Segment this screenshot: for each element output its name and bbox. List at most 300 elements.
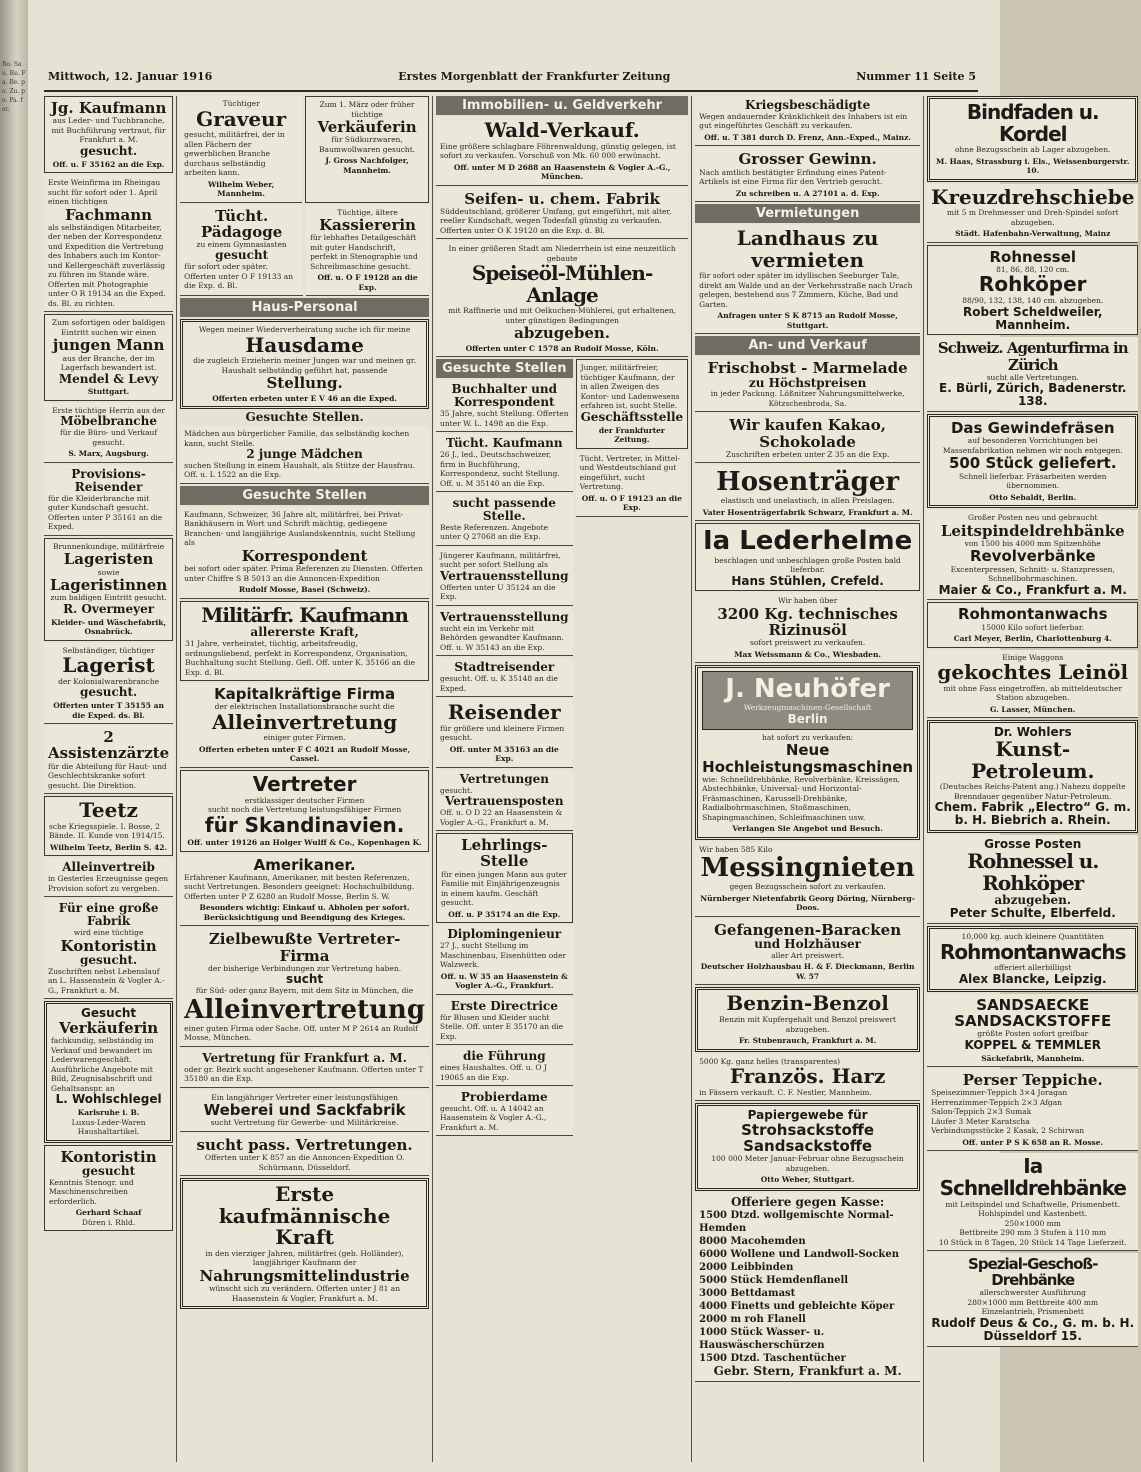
ad-city: Düren i. Rhld. [81,1217,136,1227]
ad-firm: G. Lasser, München. [990,704,1076,714]
ad-lagerist [44,643,173,725]
ad-headline-2: Kunst-Petroleum. [971,737,1095,783]
ad-subhead: zu Höchstpreisen [748,375,867,390]
ad-text: aller Art preiswert. [771,950,845,960]
ad-text: für die Kleiderbranche mit guter Kundschaft gesucht. Offerten unter P 35161 an die Exped. [48,493,163,532]
masthead-page: Nummer 11 Seite 5 [856,70,976,83]
ad-text: in Fässern verkauft. C. F. Nestler, Mannheim. [699,1087,872,1097]
list-item: Speisezimmer-Teppich 3×4 Joragan [931,1088,1068,1098]
ad-text: für Blusen und Kleider sucht Stelle. Off. unter E 35170 an die Exp. [440,1012,564,1041]
ad-text: 35 Jahre, sucht Stellung. Offerten unter W. L. 1498 an die Exp. [440,409,569,428]
ad-benzin-benzol [695,987,920,1051]
ad-speiseoel-muehle [436,241,688,357]
ad-seifen-fabrik [436,188,688,240]
ad-headline: jungen Mann [52,336,165,355]
ad-footer: Off. u. F 35162 an die Exp. [52,159,165,169]
ad-headline: Vertretungen [459,771,549,786]
ad-leitspindeldrehbaenke [927,510,1138,600]
ad-text: für sofort oder später. Offerten unter O F 19133 an die Exp. d. Bl. [184,262,294,291]
column-4 [695,96,924,1462]
ad-rohmontanwachs-1 [927,602,1138,647]
ad-sandsaecke [927,994,1138,1067]
ad-text: Wir haben 585 Kilo [699,844,773,854]
list-item: Herrenzimmer-Teppich 2×3 Afgan [931,1097,1063,1107]
ad-text: wie: Schnelldrehbänke, Revolverbänke, Kreissägen, Abstechbänke, Universal- und Horizontal-Fräsmaschinen, Karussell-Drehbänke, Radialbohrmaschinen, Stoßmaschinen, Shapingmaschinen, Schleifmaschinen usw. [702,774,901,822]
ad-pass-vertretungen [180,1134,429,1176]
ad-headline-2: Strohsackstoffe [741,1121,875,1140]
ad-footer: Off. unter M 35163 an die Exp. [449,744,559,764]
ad-text: Off. u. O D 22 an Haasenstein & Vogler A.-G., Frankfurt a. M. [440,808,563,827]
ad-text: der bisherige Verbindungen zur Vertretung haben. [208,963,402,973]
ad-headline-2: 500 Stück geliefert. [948,454,1117,473]
ad-text: oder gr. Bezirk sucht angesehener Kaufmann. Offerten unter T 35180 an die Exp. [184,1064,424,1084]
ad-subhead: abzugeben. [994,893,1072,908]
ad-headline: Wald-Verkauf. [484,118,640,142]
ad-headline: Hosenträger [716,467,900,498]
ad-subhead: gesucht. [79,952,138,967]
ad-firm: S. Marx, Augsburg. [68,449,149,459]
ad-headline: Kapitalkräftige Firma [214,685,396,704]
list-item: Verbindungsstücke 2 Kasak, 2 Schirwan [931,1126,1085,1136]
ad-text: Benzin mit Kupfergehalt und Benzol preiswert abzugeben. [719,1015,897,1034]
ad-headline: Spezial-Geschoß-Drehbänke [968,1255,1098,1290]
ad-text: suchen Stellung in einem Haushalt, als Stütze der Hausfrau. Off. u. L 1522 an die Exp. [184,460,415,480]
ad-lageristen [44,538,173,641]
ad-headline-2: Verkäuferin [58,1019,159,1038]
ad-firm: Fr. Stubenrauch, Frankfurt a. M. [738,1036,877,1046]
list-item: 1000 Stück Wasser- u. Hauswäscherschürzen [699,1326,825,1351]
ad-headline-2: sucht [286,972,324,987]
ad-headline: Schweiz. Agenturfirma in Zürich [937,339,1128,374]
ad-text: gegen Bezugsschein sofort zu verkaufen. [729,882,886,892]
ad-alleinvertretung [180,683,429,768]
ad-agenturfirma [927,337,1138,412]
ad-headline: Rohmontanwachs [957,605,1108,624]
ad-text: gesucht. [440,785,473,795]
list-item: Läufer 3 Meter Karatscha [931,1116,1030,1126]
list-item: 10 Stück in 8 Tagen, 20 Stück 14 Tage Lieferzeit. [938,1237,1127,1247]
ad-text: gesucht, militärfrei, der in allen Fächern der gewerblichen Branche durchaus selbständig arbeiten kann. [184,130,285,178]
ad-text: sche Kriegsspiele. I. Bosse, 2 Bände. II. Kunde von 1914/15. [49,821,165,841]
ad-kriegsbeschaedigte [695,96,920,146]
ad-text: Zuschriften nebst Lebenslauf an L. Hassenstein & Vogler A.-G., Frankfurt a. M. [48,966,165,995]
ad-headline: Buchhalter und Korrespondent [451,382,558,410]
ad-headline: Für eine große Fabrik [58,901,159,929]
ad-headline: Gefangenen-Baracken [714,920,902,939]
neuhoefer-banner [702,671,913,730]
ad-headline: Weberei und Sackfabrik [203,1101,406,1120]
ad-headline: Diplomingenieur [447,927,562,942]
ad-kunst-petroleum [927,720,1138,833]
ad-marmelade [695,357,920,412]
ad-text: zu einem Gymnasiasten [196,239,287,249]
masthead-date: Mittwoch, 12. Januar 1916 [48,70,213,83]
ad-firm: E. Bürli, Zürich, Badenerstr. 138. [939,381,1127,409]
ad-kakao [695,414,920,463]
col3-left [436,359,573,1136]
ad-subhead: gesucht [82,1163,136,1178]
ad-assistenzaerzte [44,726,173,794]
ad-text: 88/90, 132, 138, 140 cm. abzugeben. [962,296,1104,306]
ad-text: mit Leitspindel und Schaftwelle, Prismenbett. Hohlspindel und Kastenbett. [945,1199,1121,1219]
column-3 [436,96,692,1462]
ad-headline: Graveur [196,106,287,131]
ad-junge-maedchen [180,426,429,484]
ad-headline: SANDSAECKE [976,995,1090,1014]
ad-text: gesucht. Off. u. K 35148 an die Exped. [440,674,558,693]
ad-text: beschlagen und unbeschlagen große Posten bald lieferbar. [714,555,901,574]
ad-columns [44,96,1135,1462]
ad-buchhalter [436,380,573,432]
ad-text: der elektrischen Installationsbranche sucht die [214,702,395,712]
ad-firm: Rudolf Deus & Co., G. m. b. H. [931,1315,1135,1330]
ad-text: Besonders wichtig: Einkauf u. Abholen per sofort. Berücksichtigung und Beendigung des Krieges. [199,903,410,922]
ad-text: 10,000 kg. auch kleinere Quantitäten [961,932,1104,942]
ad-firm: Max Weissmann & Co., Wiesbaden. [734,649,882,659]
ad-headline-2: Alleinvertretung [211,709,398,734]
ad-headline-2: für Skandinavien. [204,812,405,837]
ad-text: sucht noch die Vertretung leistungsfähiger Firmen [207,805,402,815]
ad-hosentraeger [695,465,920,521]
ad-firm: Wilhelm Weber, Mannheim. [208,179,275,199]
ad-headline: Jg. Kaufmann [50,99,167,117]
ad-headline-2: Lageristinnen [49,576,168,595]
ad-text: sucht ein im Verkehr mit Behörden gewandter Kaufmann. Off. u. W 35143 an die Exp. [440,623,564,652]
ad-footer: Off. u. W 35 an Haasenstein & Vogler A.-G., Frankfurt. [440,971,568,991]
ad-footer: Offerten erbeten unter E V 46 an die Exped. [212,393,397,403]
masthead [44,70,978,92]
ad-text: Mädchen aus bürgerlicher Familie, das selbständig kochen kann, sucht Stelle. [184,429,410,448]
ad-firm: M. Haas, Strassburg i. Els., Weissenburgerstr. 10. [936,156,1130,176]
ad-footer: Offerten erbeten unter F C 4021 an Rudolf Mosse, Cassel. [199,744,411,764]
ad-text: (Deutsches Reichs-Patent ang.) Nahezu doppelte Brenndauer gegenüber Natur-Petroleum. [939,782,1126,801]
ad-headline: Lehrlings-Stelle [461,836,548,871]
ad-headline: Offeriere gegen Kasse: [730,1194,885,1209]
ad-headline: Korrespondent [241,546,368,565]
ad-text: erstklassiger deutscher Firmen [244,795,365,805]
ad-headline: Teetz [79,798,138,823]
ad-text: in Gesterles Erzeugnisse gegen Provision sofort zu vergeben. [48,874,169,893]
ad-headline: Messingnieten [700,853,915,884]
list-item: 1500 Dtzd. Taschentücher [699,1352,846,1364]
ad-headline: Speiseöl-Mühlen-Anlage [471,261,653,307]
ad-text: Zum 1. März oder früher tüchtige [319,100,415,119]
ad-headline: Landhaus zu vermieten [736,226,879,272]
ad-footer: Off. u. P 35174 an die Exp. [448,909,561,919]
ad-tuecht-kaufmann [436,434,573,492]
list-item: 280×1000 mm Bettbreite 400 mm [967,1297,1099,1307]
ad-headline: Lageristen [63,550,154,569]
ad-headline: Dr. Wohlers [993,725,1072,740]
ad-text: 100 000 Meter Januar-Februar ohne Bezugsschein abzugeben. [711,1154,904,1173]
column-2 [180,96,433,1462]
ad-provisions-reisender [44,465,173,536]
ad-text: die zugleich Erzieherin meiner Jungen war und meinen gr. Haushalt selbständig geführt hat, passende [193,356,417,375]
ad-headline: Provisions-Reisender [71,466,146,494]
ad-directrice [436,997,573,1045]
ad-headline: Grosser Gewinn. [738,150,877,169]
list-item: Einzelantrieb, Prismenbett [981,1307,1084,1317]
ad-landhaus [695,225,920,334]
ad-text: Erfahrener Kaufmann, Amerikaner, mit besten Referenzen, sucht Vertretungen. Besonders geeignet: Hochschulbildung. Offerten unter P Z 6280 an Rudolf Mosse, Berlin S. W. [184,872,415,901]
ad-headline: Vertreter [252,771,357,796]
ad-headline: Hausdame [245,332,364,357]
ad-text: mit 5 m Drehmesser und Dreh-Spindel sofort abzugeben. [946,208,1119,227]
list-item: 250×1000 mm [1004,1218,1061,1228]
ad-kaufmaennische-kraft [180,1178,429,1309]
column-5 [927,96,1141,1462]
ad-text: Selbständiger, tüchtiger [62,645,155,655]
ad-subhead: der Frankfurter Zeitung. [598,425,665,445]
ad-neuhoefer [695,665,920,839]
ad-text: gesucht. Off. u. A 14042 an Haasenstein & Vogler A.-G., Frankfurt a. M. [440,1103,547,1132]
ad-headline: Probierdame [460,1090,548,1105]
ad-text: Brunnenkundige, militärfreie [52,541,165,551]
ad-headline: Verkäuferin [317,118,417,136]
ad-headline: Geschäftsstelle [580,409,684,424]
ad-text: einiger guter Firmen. [263,733,346,743]
ad-headline: Ia Schnelldrehbänke [939,1154,1126,1200]
ad-footer: Off. unter 19126 an Holger Wulff & Co., Kopenhagen K. [187,838,422,848]
ad-text: Tüchtiger [222,99,260,108]
ad-text: für sofort oder später im idyllischen Seeburger Tale, direkt am Walde und an der Verkehrsstraße nach Urach gelegen, bestehend aus 7 Zimmern, Küche, Bad und Garten. [699,271,913,309]
ad-headline: sucht pass. Vertretungen. [196,1135,413,1154]
ad-headline: Vertrauensstellung [440,568,569,583]
ad-text: für Südkurzwaren, Baumwollwaren gesucht. [318,135,416,154]
section-vermietungen: Vermietungen [695,204,920,223]
ad-firm: J. Gross Nachfolger, Mannheim. [325,156,409,175]
ad-text: in jeder Packung. Lößnitzer Nahrungsmittelwerke, Kötzschenbroda, Sa. [710,389,905,408]
ad-moebelbranche [44,403,173,463]
ad-text: Erste Weinfirma im Rheingau sucht für sofort oder 1. April einen tüchtigen [48,178,161,207]
ad-text: sowie [97,567,120,577]
ad-text: größte Posten sofort greifbar [977,1029,1089,1039]
ad-headline: Kassiererin [319,216,416,235]
ad-vertretungen [436,770,573,831]
ad-headline: Rohmontanwachs [940,939,1126,964]
ad-footer: Off. u. T 381 durch D. Frenz, Ann.-Exped., Mainz. [704,132,911,142]
ad-kreuzdrehschiebe [927,184,1138,243]
ad-probierdame [436,1088,573,1136]
ad-text: als selbständigen Mitarbeiter, der neben der Korrespondenz und Expedition die Vertretung des Inhabers auch im Kontor- und Kellergeschäft zuverlässig zu führen im Stande wäre. Offerten mit Photographie unter O R 19134 an die Exped. ds. Bl. zu richten. [48,222,166,308]
ad-footer: Offerten unter T 35155 an die Exped. ds. Bl. [53,701,164,720]
ad-text: eines Haushaltes. Off. u. O J 19065 an die Exp. [440,1063,547,1082]
ad-text: allerschwerster Ausführung [979,1288,1086,1298]
ad-subhead: und Holzhäuser [754,937,861,951]
ad-text: Jüngerer Kaufmann, militärfrei, sucht per sofort Stellung als [440,550,561,570]
ad-firm: Carl Meyer, Berlin, Charlottenburg 4. [953,634,1112,644]
ad-headline: Das Gewindefräsen [950,419,1115,438]
section-gesuchte-stellen-small: Gesuchte Stellen. [245,410,364,425]
ad-hausdame [180,319,429,409]
ad-headline: Erste Directrice [450,998,558,1013]
ad-text: 31 Jahre, verheiratet, tüchtig, arbeitsfreudig, ordnungsliebend, perfekt in Korrespondenz, Organisation, Buchhaltung sucht Stellung. Gefl. Off. unter K. 35166 an die Exp. d. Bl. [185,639,416,677]
section-haus-personal: Haus-Personal [180,298,429,317]
ad-text: mit Raffinerie und mit Oelkuchen-Mühlerei, gut erhaltenen, unter günstigen Bedingungen [448,306,677,325]
ad-firm: KOPPEL & TEMMLER [964,1037,1102,1052]
ad-text: der Kolonialwarenbranche [58,676,160,686]
ad-footer: Verlangen Sie Angebot und Besuch. [732,824,883,834]
ad-firm: Deutscher Holzhausbau H. & F. Dieckmann, Berlin W. 57 [700,962,915,981]
ad-schnelldrehbaenke [927,1153,1138,1251]
ad-text: auf besonderen Vorrichtungen bei Massenfabrikation nehmen wir noch entgegen. [942,436,1123,455]
ad-tuecht-vertreter [576,451,689,517]
book-binding [0,0,28,1472]
ad-headline: Bindfaden u. Kordel [966,100,1099,146]
ad-text: Einige Waggons [1002,652,1064,662]
ad-row-top [180,96,429,203]
ad-fuehrung [436,1047,573,1086]
ad-grosser-gewinn [695,148,920,202]
ad-text: In einer größeren Stadt am Niederrhein ist eine neuzeitlich gebaute [448,244,676,263]
ad-vertreter-skandinavien [180,770,429,852]
ad-headline: Kontoristin [60,1147,157,1166]
section-gesuchte-stellen: Gesuchte Stellen [180,486,429,505]
ad-kassiererin [306,205,429,297]
ad-headline: Grosse Posten [984,837,1082,852]
ad-headline: Frischobst - Marmelade [707,359,908,378]
list-item: 4000 Finetts und gebleichte Köper [699,1300,895,1312]
list-item: 1500 Dtzd. wollgemischte Normal-Hemden [699,1209,894,1234]
ad-headline: 2 junge Mädchen [246,447,363,462]
ad-text: offeriert allerbilligst [994,963,1072,973]
ad-text: Beste Referenzen. Angebote unter Q 27068 an die Exp. [440,522,549,542]
col3-right [576,359,689,1136]
ad-subhead: gesucht. [79,685,138,700]
ad-text: Junger, militärfreier, tüchtiger Kaufmann, der in allen Zweigen des Kontor- und Ladenwesens erfahren ist, sucht Stelle. [580,363,680,411]
ad-text: aus Leder- und Tuchbranche, mit Buchführung vertraut, für Frankfurt a. M. [51,116,166,145]
ad-text: Offerten unter K 857 an die Annoncen-Expedition O. Schürmann, Düsseldorf. [204,1153,405,1172]
ad-text: Großer Posten neu und gebraucht [967,513,1098,523]
ad-text: Wegen meiner Wiederverheiratung suche ich für meine [198,325,411,335]
ad-city: Stuttgart. [87,387,130,397]
ad-text: bei sofort oder später. Prima Referenzen zu Diensten. Offerten unter Chiffre S B 5013 an die Annoncen-Expedition [184,564,423,583]
list-item: 2000 m roh Flanell [699,1313,806,1325]
ad-alleinvertreib [44,858,173,897]
list-item: Bettbreite 290 mm 3 Stufen à 110 mm [959,1228,1107,1238]
ad-headline-2: Stellung. [266,374,343,393]
ad-text: Luxus-Leder-Waren Haushaltartikel. [71,1117,146,1137]
ad-firm: Gebr. Stern, Frankfurt a. M. [713,1363,902,1378]
ad-headline: sucht passende Stelle. [452,496,556,523]
ad-firm: Otto Sebaldt, Berlin. [989,492,1077,502]
ad-headline: J. Neuhöfer [725,674,890,705]
ad-firm: Nürnberger Nietenfabrik Georg Döring, Nürnberg-Doos. [700,893,915,913]
masthead-title: Erstes Morgenblatt der Frankfurter Zeitung [398,70,671,83]
ad-text: wird eine tüchtige [73,928,144,938]
ad-headline: gekochtes Leinöl [937,660,1129,685]
ad-footer: Off. u. O F 19128 an die Exp. [317,273,418,292]
list-item: 2000 Leibbinden [699,1261,794,1273]
ad-text: 27 J., sucht Stellung im Maschinenbau, Eisenhütten oder Walzwerk. [440,941,567,970]
ad-geschoss-drehbaenke [927,1253,1138,1347]
ad-headline: Kriegsbeschädigte [745,98,871,112]
ad-geschaeftsstelle [576,359,689,448]
ad-headline: Militärfr. Kaufmann [201,602,408,627]
column-1 [44,96,177,1462]
ad-footer: Zu schreiben u. A 27101 a. d. Exp. [735,188,880,198]
ad-perser-teppiche [927,1069,1138,1151]
ad-headline-2: Neue Hochleistungsmaschinen [702,741,914,776]
ad-rohnessel-rohkoeper [927,245,1138,336]
ad-text: sucht Vertretung für Gewerbe- und Militärkreise. [210,1118,399,1128]
ad-subhead: gesucht. [79,143,138,158]
ad-text: elastisch und unelastisch, in allen Preislagen. [720,496,895,506]
ad-verkaeuferin [44,1001,173,1143]
ad-footer: Off. unter P S K 658 an R. Mosse. [962,1137,1104,1147]
ad-rohmontanwachs-2 [927,926,1138,992]
list-item: Salon-Teppich 2×3 Sumak [931,1107,1032,1117]
ad-kontoristin-fabrik [44,899,173,999]
col3-split [436,359,688,1136]
ad-graveur [180,96,302,203]
ad-text: zum baldigen Eintritt gesucht. [50,593,167,603]
ad-text: 15000 Kilo sofort lieferbar. [981,622,1085,632]
ad-verkaeuferin-mannheim [305,96,429,203]
ad-gebr-stern [695,1193,920,1382]
ad-passende-stelle [436,494,573,546]
ad-text: für lebhaftes Detailgeschäft mit guter Handschrift, perfekt in Stenographie und Schreibmaschine gesucht. [310,233,418,271]
ad-text: in den vierziger Jahren, militärfrei (geb. Holländer), langjähriger Kaufmann der [205,1248,404,1268]
ad-diplomingenieur [436,925,573,994]
ad-text: 5000 Kg. ganz helles (transparentes) [699,1056,841,1066]
ad-city: Berlin [787,711,828,726]
ad-text: Kaufmann, Schweizer, 36 Jahre alt, militärfrei, bei Privat-Bankhäusern in Wort und Schrift mächtig, gediegene Branchen- und langjährige Auslandskenntnis, sucht Stellung als [184,509,416,548]
ad-text: einer guten Firma oder Sache. Off. unter M P 2614 an Rudolf Mosse, München. [184,1023,418,1043]
ad-headline-2: Revolverbänke [969,547,1096,566]
ad-headline: 3200 Kg. technisches Rizinusöl [717,604,898,640]
ad-text: Eine größere schlagbare Föhrenwaldung, günstig gelegen, ist sofort zu verkaufen. Vorschuß von Mk. 60 000 erwünscht. [440,141,676,161]
ad-headline: Tücht. Pädagoge [200,206,283,241]
ad-text: Kenntnis Stenogr. und Maschinenschreiben erforderlich. [49,1177,134,1206]
newspaper-page [28,0,1135,1472]
ad-list [699,1209,916,1365]
section-an-verkauf: An- und Verkauf [695,336,920,355]
ad-text: Offerten unter U 35124 an die Exp. [440,582,556,602]
ad-text: sucht alle Vertretungen. [986,372,1079,382]
ad-headline: Alleinvertreib [62,860,155,875]
ad-text: für größere und kleinere Firmen gesucht. [440,723,565,743]
ad-firm: Otto Weber, Stuttgart. [760,1175,855,1185]
ad-headline: die Führung [462,1049,546,1064]
ad-messingnieten [695,842,920,917]
ad-stadtreisender [436,658,573,697]
list-item: 6000 Wollene und Landwoll-Socken [699,1248,899,1260]
list-item: 5000 Stück Hemdenflanell [699,1274,849,1286]
ad-subhead: gesucht [215,248,269,263]
ad-footer: Anfragen unter S K 8715 an Rudolf Mosse, Stuttgart. [717,311,898,330]
ad-subhead: Werkzeugmaschinen-Gesellschaft [743,703,872,713]
ad-text: 26 J., led., Deutschschweizer, firm in Buchführung, Korrespondenz, sucht Stellung. Off. u. M 35140 an die Exp. [440,450,560,488]
ad-headline: Tücht. Kaufmann [445,436,563,451]
ad-text: ohne Bezugsschein ab Lager abzugeben. [955,145,1111,155]
ad-vertrauensstellung [436,608,573,656]
ad-headline-2: Rohnessel u. Rohköper [967,849,1099,895]
ad-row-2 [180,205,429,297]
ad-headline-2: Nahrungsmittelindustrie [199,1266,410,1285]
ad-headline: Vertretung für Frankfurt a. M. [202,1050,407,1065]
ad-militaerfr-kaufmann [180,601,429,682]
binding-text: Ro. Sau. Re. Fa. Be. po. Zu. po. Pa. fer. [2,61,26,113]
ad-headline: Rohnessel [989,247,1077,266]
ad-text: Erste tüchtige Herrin aus der [52,405,165,415]
ad-text: 81, 86, 88, 120 cm. [996,264,1070,274]
ad-reisender [436,699,573,768]
list-item: 3000 Bettdamast [699,1287,796,1299]
ad-city: Säckefabrik, Mannheim. [981,1053,1085,1063]
ad-footer: Offerten unter C 1578 an Rudolf Mosse, Köln. [465,343,659,353]
ad-text: Tücht. Vertreter, in Mittel- und Westdeutschland gut eingeführt, sucht Vertretung. [579,453,681,492]
